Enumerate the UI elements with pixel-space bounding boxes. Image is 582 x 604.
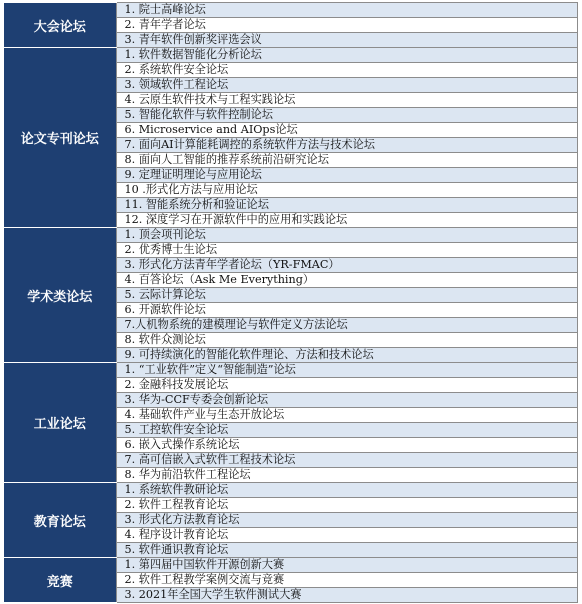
category-label: 竞赛 — [4, 558, 116, 603]
forum-item: 1. “工业软件”定义“智能制造”论坛 — [116, 363, 577, 378]
forum-item: 1. 系统软件教研论坛 — [116, 483, 577, 498]
forum-item: 8. 面向人工智能的推荐系统前沿研究论坛 — [116, 153, 577, 168]
forum-item: 1. 软件数据智能化分析论坛 — [116, 48, 577, 63]
forum-item: 3. 形式化方法青年学者论坛（YR-FMAC） — [116, 258, 577, 273]
forum-item: 10 .形式化方法与应用论坛 — [116, 183, 577, 198]
forum-item: 6. 开源软件论坛 — [116, 303, 577, 318]
forum-item: 2. 青年学者论坛 — [116, 18, 577, 33]
forum-item: 2. 软件工程教学案例交流与竞赛 — [116, 573, 577, 588]
forum-item: 5. 工控软件安全论坛 — [116, 423, 577, 438]
forum-item: 7. 高可信嵌入式软件工程技术论坛 — [116, 453, 577, 468]
forum-item: 5. 软件通识教育论坛 — [116, 543, 577, 558]
table-row — [4, 228, 577, 243]
category-label: 大会论坛 — [4, 3, 116, 48]
forum-table — [4, 2, 578, 603]
forum-item: 8. 华为前沿软件工程论坛 — [116, 468, 577, 483]
forum-item: 4. 百答论坛（Ask Me Everything） — [116, 273, 577, 288]
forum-item: 5. 智能化软件与软件控制论坛 — [116, 108, 577, 123]
category-label: 工业论坛 — [4, 363, 116, 483]
category-label: 论文专刊论坛 — [4, 48, 116, 228]
forum-item: 6. Microservice and AIOps论坛 — [116, 123, 577, 138]
category-label: 学术类论坛 — [4, 228, 116, 363]
forum-item: 1. 院士高峰论坛 — [116, 3, 577, 18]
forum-item: 7.人机物系统的建模理论与软件定义方法论坛 — [116, 318, 577, 333]
forum-item: 8. 软件众测论坛 — [116, 333, 577, 348]
forum-item: 3. 华为-CCF专委会创新论坛 — [116, 393, 577, 408]
table-row — [4, 483, 577, 498]
table-row — [4, 3, 577, 18]
forum-item: 1. 第四届中国软件开源创新大赛 — [116, 558, 577, 573]
table-row — [4, 558, 577, 573]
forum-item: 9. 定理证明理论与应用论坛 — [116, 168, 577, 183]
forum-item: 2. 金融科技发展论坛 — [116, 378, 577, 393]
forum-item: 1. 顶会项刊论坛 — [116, 228, 577, 243]
category-label: 教育论坛 — [4, 483, 116, 558]
forum-item: 12. 深度学习在开源软件中的应用和实践论坛 — [116, 213, 577, 228]
forum-item: 6. 嵌入式操作系统论坛 — [116, 438, 577, 453]
table-row — [4, 48, 577, 63]
forum-item: 2. 优秀博士生论坛 — [116, 243, 577, 258]
forum-item: 9. 可持续演化的智能化软件理论、方法和技术论坛 — [116, 348, 577, 363]
forum-item: 2. 系统软件安全论坛 — [116, 63, 577, 78]
forum-item: 4. 基础软件产业与生态开放论坛 — [116, 408, 577, 423]
forum-item: 2. 软件工程教育论坛 — [116, 498, 577, 513]
forum-item: 4. 程序设计教育论坛 — [116, 528, 577, 543]
forum-table-body — [4, 3, 577, 603]
forum-item: 4. 云原生软件技术与工程实践论坛 — [116, 93, 577, 108]
forum-item: 11. 智能系统分析和验证论坛 — [116, 198, 577, 213]
forum-item: 7. 面向AI计算能耗调控的系统软件方法与技术论坛 — [116, 138, 577, 153]
forum-item: 3. 2021年全国大学生软件测试大赛 — [116, 588, 577, 603]
forum-item: 3. 形式化方法教育论坛 — [116, 513, 577, 528]
table-row — [4, 363, 577, 378]
forum-item: 3. 青年软件创新奖评选会议 — [116, 33, 577, 48]
forum-item: 5. 云际计算论坛 — [116, 288, 577, 303]
forum-item: 3. 领域软件工程论坛 — [116, 78, 577, 93]
